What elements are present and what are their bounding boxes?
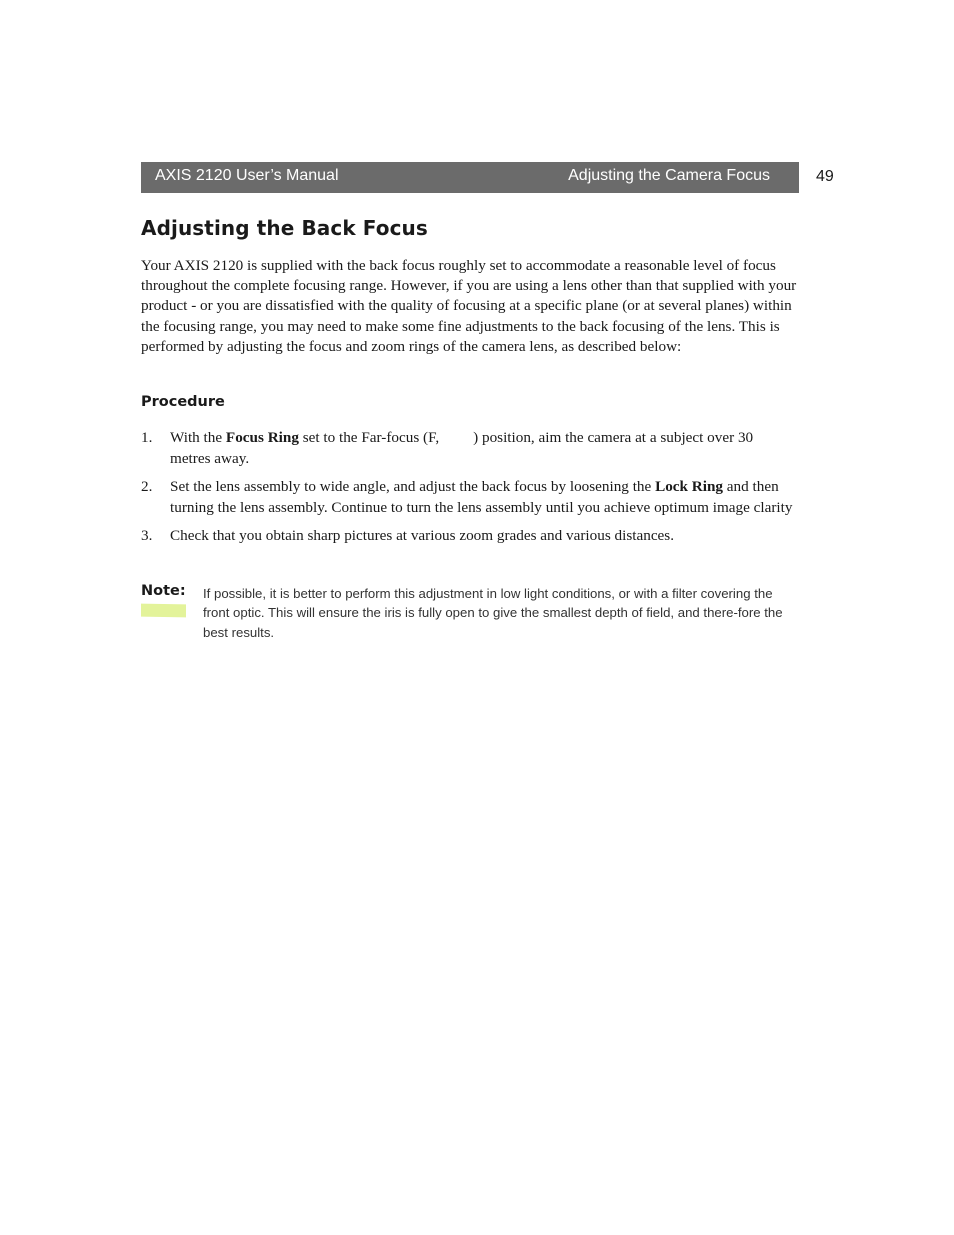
procedure-step-2	[141, 476, 797, 518]
step-text: set to the Far-focus (F,	[298, 429, 440, 446]
step-text: Set the lens assembly to wide angle, and adjust the back focus by loosening the	[170, 478, 656, 495]
procedure-step-3	[141, 525, 797, 546]
section-title: Adjusting the Back Focus	[141, 216, 428, 240]
note-text: If possible, it is better to perform this adjustment in low light conditions, or with a filter covering the front optic. This will ensure the iris is fully open to give the smallest depth of field, and there-fore the best results.	[203, 586, 783, 640]
procedure-step-1	[141, 427, 797, 469]
chapter-title: Adjusting the Camera Focus	[568, 167, 770, 184]
step-number: 3.	[141, 527, 153, 544]
procedure-heading: Procedure	[141, 394, 225, 410]
manual-title: AXIS 2120 User’s Manual	[155, 167, 339, 184]
page-number: 49	[816, 168, 834, 185]
running-header	[141, 162, 799, 193]
note-highlight	[141, 604, 186, 618]
step-text: and then turning the lens assembly. Continue to turn the lens assembly until you achieve optimum image clarity	[170, 478, 793, 516]
intro-paragraph: Your AXIS 2120 is supplied with the back focus roughly set to accommodate a reasonable level of focus throughout the complete focusing range. However, if you are using a lens other than that supplied with your product - or you are dissatisfied with the quality of focusing at a specific plane (or at several planes) within the focusing range, you may need to make some fine adjustments to the back focusing of the lens. This is performed by adjusting the focus and zoom rings of the camera lens, as described below:	[141, 257, 797, 355]
procedure-steps	[141, 427, 797, 553]
step-text: ) position, aim the camera at a subject over 30 metres away.	[170, 429, 754, 467]
focus-ring-term: Focus Ring	[225, 429, 299, 446]
step-text: With the	[170, 429, 226, 446]
lock-ring-term: Lock Ring	[655, 478, 723, 495]
step-number: 2.	[141, 478, 153, 495]
note-label: Note:	[141, 583, 186, 599]
step-number: 1.	[141, 429, 153, 446]
step-text: Check that you obtain sharp pictures at various zoom grades and various distances.	[170, 527, 675, 544]
